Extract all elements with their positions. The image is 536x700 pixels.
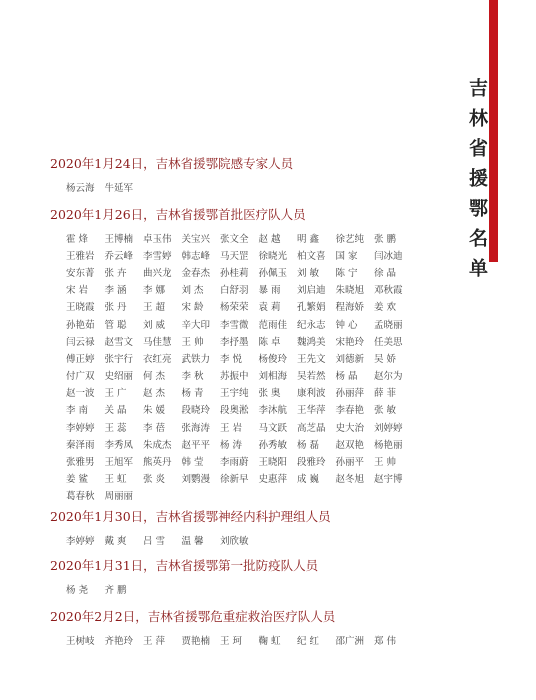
person-name: 张海涛	[181, 422, 211, 434]
name-list	[66, 178, 470, 195]
name-list	[66, 229, 470, 504]
person-name: 杨 尧	[66, 584, 89, 596]
person-name: 王 蕊	[104, 422, 127, 434]
person-name: 刘 威	[143, 319, 166, 331]
person-name: 张雅男	[66, 457, 95, 469]
person-name: 赵尔为	[374, 371, 403, 383]
person-name: 傅正婷	[66, 353, 95, 365]
person-name: 曲兴龙	[143, 267, 172, 279]
person-name: 任美思	[374, 336, 403, 348]
person-name: 宋 龄	[181, 302, 204, 314]
section-heading: 2020年1月24日，吉林省援鄂院感专家人员	[50, 156, 294, 171]
name-row	[66, 298, 470, 315]
person-name: 刘 杰	[181, 285, 204, 297]
person-name: 葛春秋	[66, 491, 95, 503]
person-name: 纪 红	[297, 635, 320, 647]
person-name: 周丽丽	[104, 491, 134, 503]
person-name: 高芝晶	[297, 422, 326, 434]
person-name: 李婷婷	[66, 535, 95, 547]
person-name: 孙秀敏	[258, 439, 288, 451]
person-name: 王华萍	[297, 405, 326, 417]
person-name: 李抒墨	[220, 336, 249, 348]
person-name: 苏振中	[220, 371, 249, 383]
person-name: 张文全	[220, 233, 249, 245]
person-name: 王 帅	[374, 457, 397, 469]
person-name: 刘启迪	[297, 285, 326, 297]
person-name: 马文跃	[258, 422, 288, 434]
person-name: 程海娇	[335, 302, 365, 314]
person-name: 刘婷婷	[374, 422, 403, 434]
person-name: 管 聪	[104, 319, 127, 331]
person-name: 孙桂莉	[220, 267, 249, 279]
person-name: 金春杰	[181, 267, 211, 279]
person-name: 张宇行	[104, 353, 134, 365]
person-name: 刘德新	[335, 353, 365, 365]
person-name: 吴若然	[297, 371, 326, 383]
person-name: 杨 晶	[335, 371, 358, 383]
section-heading: 2020年1月30日，吉林省援鄂神经内科护理组人员	[50, 509, 331, 524]
person-name: 马天罡	[220, 250, 249, 262]
person-name: 朱 媛	[143, 405, 166, 417]
person-name: 王宇纯	[220, 388, 249, 400]
person-name: 朱晓旭	[335, 285, 365, 297]
person-name: 赵平平	[181, 439, 211, 451]
person-name: 王 帅	[181, 336, 204, 348]
person-name: 成 巍	[297, 474, 320, 486]
name-list	[66, 531, 470, 548]
name-row	[66, 580, 470, 597]
person-name: 段雅玲	[297, 457, 326, 469]
person-name: 关宝兴	[181, 233, 211, 245]
person-name: 徐艺纯	[335, 233, 365, 245]
roster-section	[50, 558, 470, 597]
person-name: 杨 青	[181, 388, 204, 400]
person-name: 张 鹏	[374, 233, 397, 245]
person-name: 李 南	[66, 405, 89, 417]
person-name: 陈 宁	[335, 267, 358, 279]
person-name: 刘欣敏	[220, 535, 249, 547]
person-name: 杨荣荣	[220, 302, 249, 314]
person-name: 闫冰迪	[374, 250, 403, 262]
name-row	[66, 418, 470, 435]
person-name: 杨 磊	[297, 439, 320, 451]
person-name: 李雨蔚	[220, 457, 249, 469]
person-name: 孙丽平	[335, 457, 365, 469]
name-row	[66, 332, 470, 349]
name-row	[66, 281, 470, 298]
person-name: 姜 鲨	[66, 474, 89, 486]
name-row	[66, 367, 470, 384]
person-name: 王晓阳	[258, 457, 288, 469]
name-row	[66, 246, 470, 263]
person-name: 王晓霞	[66, 302, 95, 314]
person-name: 马佳慧	[143, 336, 172, 348]
person-name: 张 炎	[143, 474, 166, 486]
person-name: 明 鑫	[297, 233, 320, 245]
person-name: 姜 欢	[374, 302, 397, 314]
person-name: 国 家	[335, 250, 358, 262]
person-name: 王 珂	[220, 635, 243, 647]
person-name: 孙艳茹	[66, 319, 95, 331]
person-name: 张 卉	[104, 267, 127, 279]
person-name: 孙佩玉	[258, 267, 288, 279]
person-name: 薛 菲	[374, 388, 397, 400]
roster-section	[50, 207, 470, 504]
person-name: 付广双	[66, 371, 95, 383]
person-name: 王 萍	[143, 635, 166, 647]
person-name: 吴 娇	[374, 353, 397, 365]
person-name: 徐新早	[220, 474, 249, 486]
person-name: 史大治	[335, 422, 365, 434]
person-name: 朱成杰	[143, 439, 172, 451]
person-name: 武铁力	[181, 353, 211, 365]
person-name: 李雪婷	[143, 250, 172, 262]
person-name: 熊英丹	[143, 457, 172, 469]
person-name: 韩 莹	[181, 457, 204, 469]
section-heading: 2020年1月26日，吉林省援鄂首批医疗队人员	[50, 207, 306, 222]
name-row	[66, 435, 470, 452]
person-name: 赵宇博	[374, 474, 403, 486]
person-name: 白舒羽	[220, 285, 249, 297]
name-row	[66, 401, 470, 418]
person-name: 杨云海	[66, 182, 95, 194]
person-name: 史惠萍	[258, 474, 288, 486]
person-name: 秦泽雨	[66, 439, 95, 451]
person-name: 史绍丽	[104, 371, 134, 383]
name-row	[66, 349, 470, 366]
person-name: 鞠 虹	[258, 635, 281, 647]
person-name: 段晓玲	[181, 405, 211, 417]
person-name: 王先文	[297, 353, 326, 365]
person-name: 李 涵	[104, 285, 127, 297]
person-name: 李 蓓	[143, 422, 166, 434]
person-name: 牛延军	[104, 182, 134, 194]
person-name: 徐晓光	[258, 250, 288, 262]
name-row	[66, 178, 470, 195]
page-title: 吉林省援鄂名单	[466, 78, 488, 288]
person-name: 赵 越	[258, 233, 281, 245]
person-name: 杨俊玲	[258, 353, 288, 365]
name-row	[66, 470, 470, 487]
person-name: 赵冬旭	[335, 474, 365, 486]
name-row	[66, 452, 470, 469]
person-name: 钟 心	[335, 319, 358, 331]
person-name: 陈 卓	[258, 336, 281, 348]
person-name: 宋艳玲	[335, 336, 365, 348]
name-row	[66, 631, 470, 648]
person-name: 赵双艳	[335, 439, 365, 451]
person-name: 康利波	[297, 388, 326, 400]
person-name: 李 悦	[220, 353, 243, 365]
person-name: 张 敏	[374, 405, 397, 417]
person-name: 吕 雪	[143, 535, 166, 547]
person-name: 李沐航	[258, 405, 288, 417]
person-name: 刘 敏	[297, 267, 320, 279]
person-name: 辛大印	[181, 319, 211, 331]
person-name: 孟晓丽	[374, 319, 403, 331]
roster-section	[50, 509, 470, 548]
person-name: 关 晶	[104, 405, 127, 417]
person-name: 戴 爽	[104, 535, 127, 547]
person-name: 贾艳楠	[181, 635, 211, 647]
person-name: 齐艳玲	[104, 635, 134, 647]
person-name: 王 超	[143, 302, 166, 314]
person-name: 暴 雨	[258, 285, 281, 297]
name-row	[66, 531, 470, 548]
person-name: 郑 伟	[374, 635, 397, 647]
person-name: 袁 莉	[258, 302, 281, 314]
person-name: 李秀凤	[104, 439, 134, 451]
name-row	[66, 229, 470, 246]
person-name: 乔云峰	[104, 250, 134, 262]
person-name: 霍 烽	[66, 233, 89, 245]
person-name: 安东菁	[66, 267, 95, 279]
person-name: 王树岐	[66, 635, 95, 647]
person-name: 杨 涛	[220, 439, 243, 451]
person-name: 张 奥	[258, 388, 281, 400]
person-name: 李婷婷	[66, 422, 95, 434]
name-list	[66, 580, 470, 597]
person-name: 齐 鹏	[104, 584, 127, 596]
person-name: 王博楠	[104, 233, 134, 245]
person-name: 张 丹	[104, 302, 127, 314]
person-name: 段奥淞	[220, 405, 249, 417]
person-name: 魏鸿美	[297, 336, 326, 348]
person-name: 孙丽萍	[335, 388, 365, 400]
name-row	[66, 263, 470, 280]
person-name: 温 馨	[181, 535, 204, 547]
person-name: 王 虹	[104, 474, 127, 486]
person-name: 李 秋	[181, 371, 204, 383]
roster-section	[50, 609, 470, 648]
name-row	[66, 384, 470, 401]
person-name: 刘相海	[258, 371, 288, 383]
person-name: 王 岩	[220, 422, 243, 434]
person-name: 王雅岩	[66, 250, 95, 262]
person-name: 李 娜	[143, 285, 166, 297]
person-name: 李雪微	[220, 319, 249, 331]
person-name: 柏文喜	[297, 250, 326, 262]
person-name: 卓玉伟	[143, 233, 172, 245]
person-name: 宋 岩	[66, 285, 89, 297]
person-name: 范雨佳	[258, 319, 288, 331]
person-name: 何 杰	[143, 371, 166, 383]
roster-section	[50, 156, 470, 195]
section-heading: 2020年2月2日，吉林省援鄂危重症救治医疗队人员	[50, 609, 336, 624]
person-name: 王旭军	[104, 457, 134, 469]
person-name: 赵一波	[66, 388, 95, 400]
person-name: 徐 晶	[374, 267, 397, 279]
person-name: 衣红亮	[143, 353, 172, 365]
person-name: 闫云禄	[66, 336, 95, 348]
person-name: 邓秋霞	[374, 285, 403, 297]
section-heading: 2020年1月31日，吉林省援鄂第一批防疫队人员	[50, 558, 319, 573]
name-list	[66, 631, 470, 648]
person-name: 韩志峰	[181, 250, 211, 262]
person-name: 孔繁娟	[297, 302, 326, 314]
name-row	[66, 487, 470, 504]
person-name: 纪永志	[297, 319, 326, 331]
person-name: 杨艳丽	[374, 439, 403, 451]
person-name: 赵雪文	[104, 336, 134, 348]
person-name: 刘鹦漫	[181, 474, 211, 486]
person-name: 邵广洲	[335, 635, 365, 647]
person-name: 赵 杰	[143, 388, 166, 400]
person-name: 王 广	[104, 388, 127, 400]
person-name: 李春艳	[335, 405, 365, 417]
name-row	[66, 315, 470, 332]
